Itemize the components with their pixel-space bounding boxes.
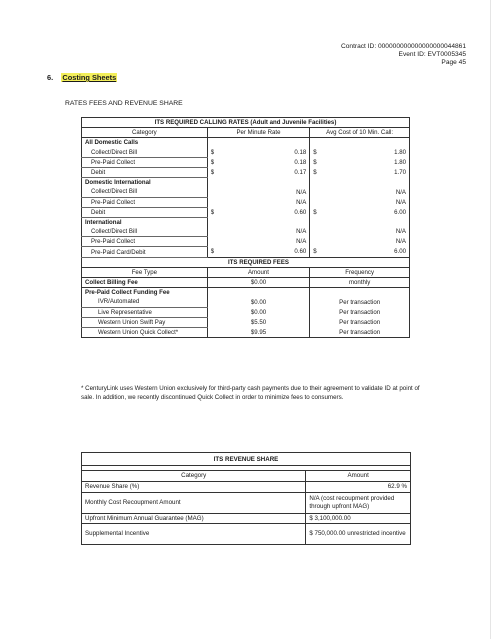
table-row [82,513,411,524]
fee-frequency: Per transaction [310,317,410,327]
currency-symbol: $ [210,158,215,166]
fee-frequency: Per transaction [310,327,410,337]
cost-value: 1.80 [394,158,406,166]
currency-symbol: $ [210,148,215,156]
row-label: Collect Billing Fee [82,278,208,288]
fee-amount: $0.00 [207,297,310,307]
row-label: Revenue Share (%) [82,481,306,492]
currency-symbol: $ [210,248,215,256]
table-row [82,207,410,217]
table-row [82,278,410,288]
table-row [82,148,410,158]
table-row [82,167,410,177]
row-label: Pre-Paid Collect [82,237,208,247]
calling-rates-table [81,117,410,338]
row-label: Collect/Direct Bill [82,227,208,237]
rates-title: ITS REQUIRED CALLING RATES (Adult and Juvenile Facilities) [82,118,410,128]
footnote: * CenturyLink uses Western Union exclusively for third-party cash payments due to their agreement to validate ID at point of sale. In addition, we recently discontinued Quick Collect in order to minimize fees to consumers. [81,385,420,401]
page-header [341,43,466,68]
revenue-title: ITS REVENUE SHARE [82,453,411,466]
table-row [82,297,410,307]
col-avg-cost: Avg Cost of 10 Min. Call: [310,128,410,138]
revenue-share-table [81,452,411,545]
col-amount: Amount [306,471,411,482]
fee-frequency: Per transaction [310,297,410,307]
scan-edge-line [490,0,491,639]
row-label: IVR/Automated [82,297,208,307]
group-label-international: International [82,217,208,227]
fee-amount: $0.00 [207,307,310,317]
row-label: Supplemental Incentive [82,524,306,545]
fee-amount: $0.00 [207,278,310,288]
group-label-domestic: All Domestic Calls [82,138,208,148]
cost-value: 1.70 [394,169,406,177]
row-label: Pre-Paid Collect [82,197,208,207]
section-title: Costing Sheets [62,73,117,82]
table-row [82,524,411,545]
table-row [82,187,410,197]
cost-value: N/A [310,187,410,197]
currency-symbol: $ [313,248,317,256]
row-label: Collect/Direct Bill [82,187,208,197]
rate-value: N/A [207,197,310,207]
section-number: 6. [47,73,54,82]
row-label: Debit [82,207,208,217]
table-row [82,157,410,167]
cost-value: N/A [310,237,410,247]
cost-value: N/A [310,197,410,207]
col-fee-type: Fee Type [82,267,208,277]
contract-id: Contract ID: 000000000000000000044861 [340,43,466,50]
col-category: Category [82,128,208,138]
row-label: Pre-Paid Collect [82,157,208,167]
cost-value: 6.00 [394,208,406,216]
rate-value: 0.18 [294,148,307,156]
row-label: Monthly Cost Recoupment Amount [82,492,306,513]
rate-value: 0.17 [294,169,307,177]
intro-heading: RATES FEES AND REVENUE SHARE [65,100,183,107]
cost-value: N/A [310,227,410,237]
cost-value: 6.00 [394,248,406,256]
row-label: Collect/Direct Bill [82,148,208,158]
rate-value: 0.18 [294,158,307,166]
table-row [82,481,411,492]
col-category: Category [82,471,306,482]
rate-value: 0.60 [294,208,307,216]
table-row [82,237,410,247]
table-row [82,247,410,257]
rate-value: 0.60 [294,248,307,256]
table-row [82,492,411,513]
fee-frequency: Per transaction [310,307,410,317]
table-row [82,197,410,207]
currency-symbol: $ [313,148,317,156]
row-label: Debit [82,167,208,177]
fee-amount: $9.95 [207,327,310,337]
table-row [82,227,410,237]
page-number: Page 45 [441,59,466,67]
currency-symbol: $ [210,169,215,177]
currency-symbol: $ [210,208,215,216]
group-label-funding-fee: Pre-Paid Collect Funding Fee [82,288,208,298]
revenue-value: $ 750,000.00 unrestricted incentive [306,524,411,545]
currency-symbol: $ [313,208,317,216]
group-label-domestic-international: Domestic International [82,178,208,188]
rate-value: N/A [207,187,310,197]
fee-amount: $5.50 [207,317,310,327]
revenue-value: 62.9 % [306,481,411,492]
rate-value: N/A [207,227,310,237]
rate-value: N/A [207,237,310,247]
event-id: Event ID: EVT0005345 [398,51,466,59]
table-row [82,317,410,327]
row-label: Upfront Minimum Annual Guarantee (MAG) [82,513,306,524]
cost-value: 1.80 [394,148,406,156]
fees-title: ITS REQUIRED FEES [207,257,310,267]
row-label: Western Union Swift Pay [82,317,208,327]
revenue-value: N/A (cost recoupment provided through upfront MAG) [306,492,411,513]
fee-frequency: monthly [310,278,410,288]
currency-symbol: $ [313,158,317,166]
row-label: Western Union Quick Collect* [82,327,208,337]
row-label: Live Representative [82,307,208,317]
section-heading [47,73,117,82]
col-per-minute-rate: Per Minute Rate [207,128,310,138]
currency-symbol: $ [313,169,317,177]
col-frequency: Frequency [310,267,410,277]
table-row [82,307,410,317]
table-row [82,327,410,337]
col-amount: Amount [207,267,310,277]
row-label: Pre-Paid Card/Debit [82,247,208,257]
revenue-value: $ 3,100,000.00 [306,513,411,524]
